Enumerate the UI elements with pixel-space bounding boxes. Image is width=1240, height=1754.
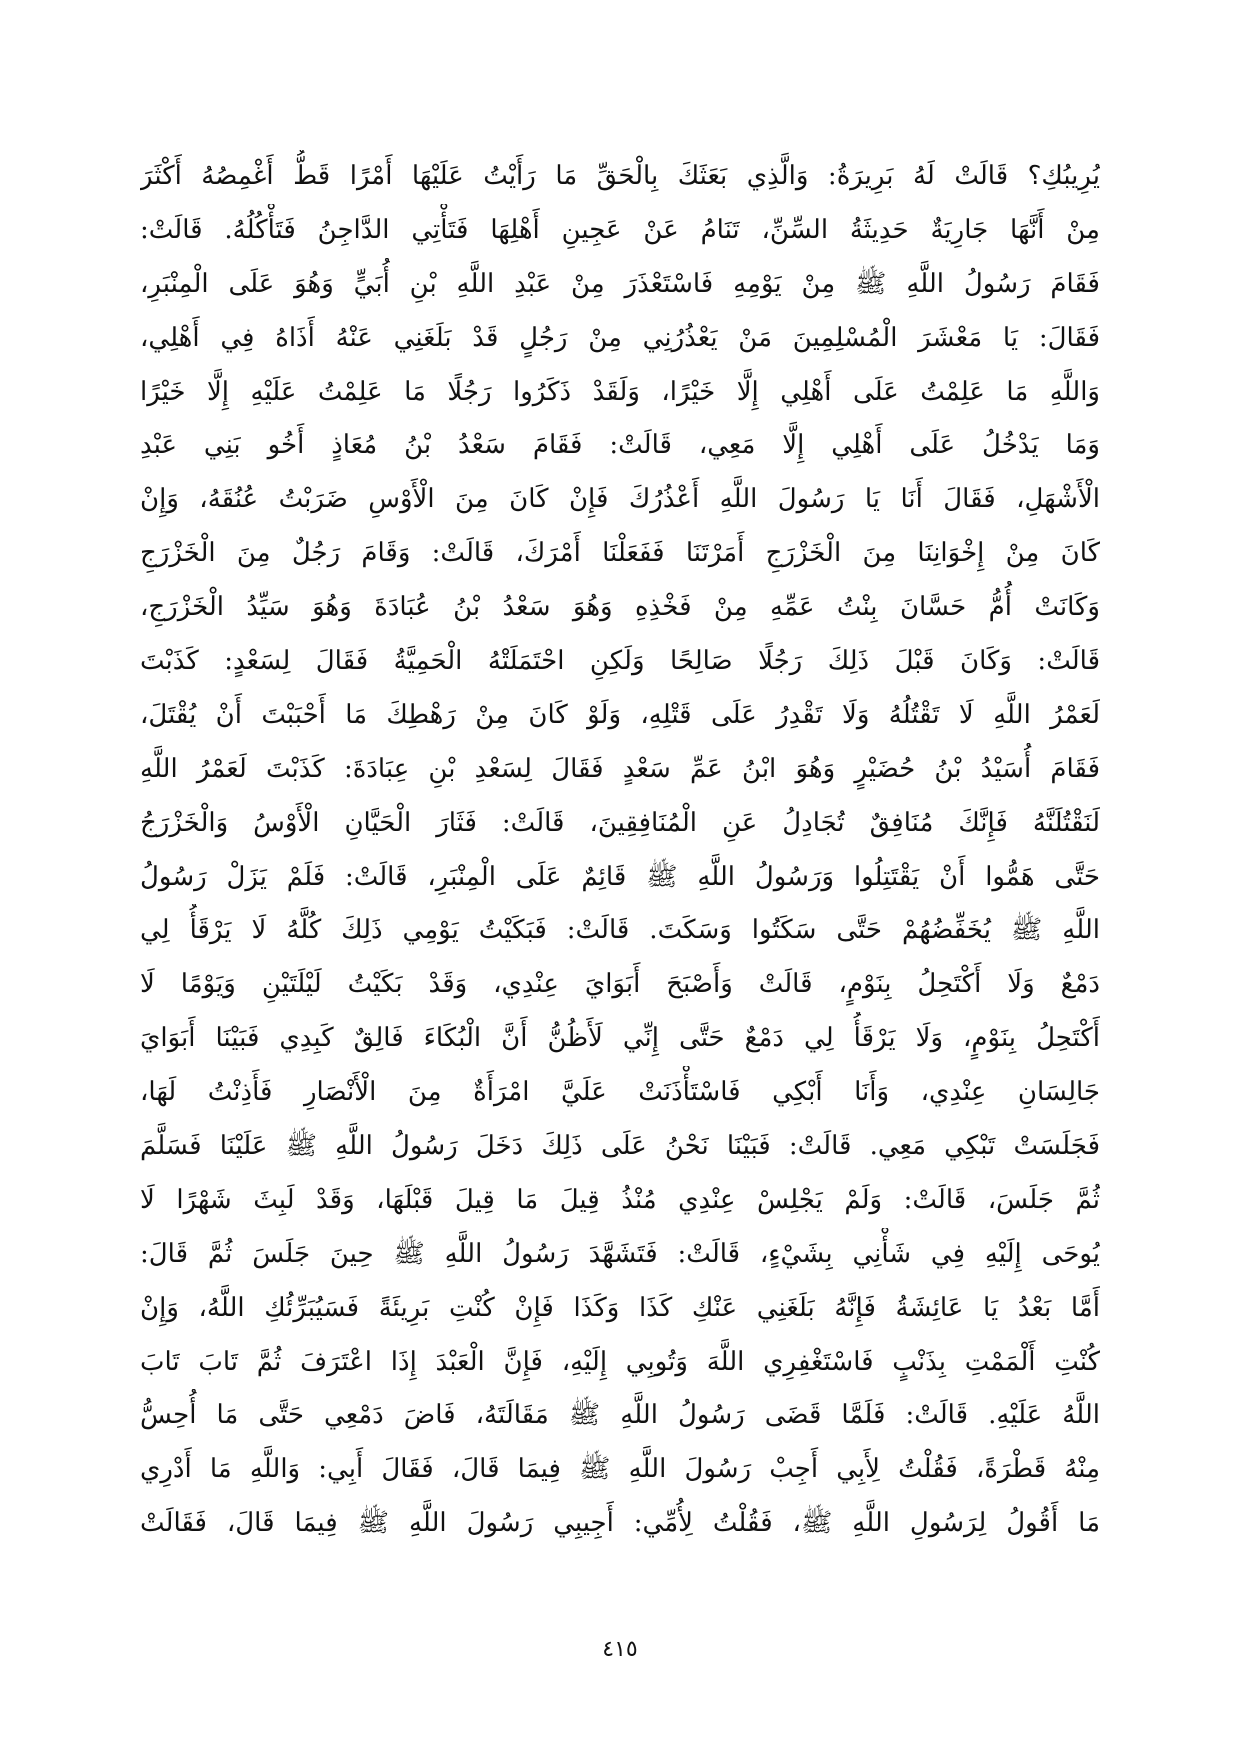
text-line: كَانَ مِنْ إِخْوَانِنَا مِنَ الْخَزْرَجِ أَمَرْتَنَا فَفَعَلْنَا أَمْرَكَ، قَالَتْ: وَقَامَ رَجُلٌ مِنَ الْخَزْرَجِ	[140, 538, 1100, 569]
text-line: اللَّهِ ﷺ يُخَفِّضُهُمْ حَتَّى سَكَتُوا وَسَكَتَ. قَالَتْ: فَبَكَيْتُ يَوْمِي ذَلِكَ كُلَّهُ لَا يَرْقَأُ لِي	[140, 915, 1100, 946]
text-line: فَجَلَسَتْ تَبْكِي مَعِي. قَالَتْ: فَبَيْنَا نَحْنُ عَلَى ذَلِكَ دَخَلَ رَسُولُ اللَّهِ ﷺ عَلَيْنَا فَسَلَّمَ	[140, 1131, 1100, 1162]
text-line: فَقَامَ رَسُولُ اللَّهِ ﷺ مِنْ يَوْمِهِ فَاسْتَعْذَرَ مِنْ عَبْدِ اللَّهِ بْنِ أُبَيٍّ وَهُوَ عَلَى الْمِنْبَرِ،	[140, 268, 1100, 299]
text-line: مِنْ أَنَّهَا جَارِيَةٌ حَدِيثَةُ السِّنِّ، تَنَامُ عَنْ عَجِينِ أَهْلِهَا فَتَأْتِي الدَّاجِنُ فَتَأْكُلُهُ. قَالَتْ:	[140, 214, 1100, 245]
text-line: جَالِسَانِ عِنْدِي، وَأَنَا أَبْكِي فَاسْتَأْذَنَتْ عَلَيَّ امْرَأَةٌ مِنَ الْأَنْصَارِ فَأَذِنْتُ لَهَا،	[140, 1077, 1100, 1108]
page-number: ٤١٥	[602, 1637, 638, 1662]
text-line: وَمَا يَدْخُلُ عَلَى أَهْلِي إِلَّا مَعِي، قَالَتْ: فَقَامَ سَعْدُ بْنُ مُعَاذٍ أَخُو بَنِي عَبْدِ	[140, 430, 1100, 461]
text-line: الْأَشْهَلِ، فَقَالَ أَنَا يَا رَسُولَ اللَّهِ أَعْذُرُكَ فَإِنْ كَانَ مِنَ الْأَوْسِ ضَرَبْتُ عُنُقَهُ، وَإِنْ	[140, 484, 1100, 515]
text-line: اللَّهُ عَلَيْهِ. قَالَتْ: فَلَمَّا قَضَى رَسُولُ اللَّهِ ﷺ مَقَالَتَهُ، فَاضَ دَمْعِي حَتَّى مَا أُحِسُّ	[140, 1400, 1100, 1431]
text-line: دَمْعٌ وَلَا أَكْتَحِلُ بِنَوْمٍ، قَالَتْ وَأَصْبَحَ أَبَوَايَ عِنْدِي، وَقَدْ بَكَيْتُ لَيْلَتَيْنِ وَيَوْمًا لَا	[140, 969, 1100, 1000]
text-line: أَمَّا بَعْدُ يَا عَائِشَةُ فَإِنَّهُ بَلَغَنِي عَنْكِ كَذَا وَكَذَا فَإِنْ كُنْتِ بَرِيئَةً فَسَيُبَرِّئُكِ اللَّهُ، وَإِنْ	[140, 1292, 1100, 1323]
text-line: وَكَانَتْ أُمُّ حَسَّانَ بِنْتُ عَمِّهِ مِنْ فَخْذِهِ وَهُوَ سَعْدُ بْنُ عُبَادَةَ وَهُوَ سَيِّدُ الْخَزْرَجِ،	[140, 592, 1100, 623]
text-line: مِنْهُ قَطْرَةً، فَقُلْتُ لِأَبِي أَجِبْ رَسُولَ اللَّهِ ﷺ فِيمَا قَالَ، فَقَالَ أَبِي: وَاللَّهِ مَا أَدْرِي	[140, 1454, 1100, 1485]
text-line: قَالَتْ: وَكَانَ قَبْلَ ذَلِكَ رَجُلًا صَالِحًا وَلَكِنِ احْتَمَلَتْهُ الْحَمِيَّةُ فَقَالَ لِسَعْدٍ: كَذَبْتَ	[140, 646, 1100, 677]
text-line: يُرِيبُكِ؟ قَالَتْ لَهُ بَرِيرَةُ: وَالَّذِي بَعَثَكَ بِالْحَقِّ مَا رَأَيْتُ عَلَيْهَا أَمْرًا قَطُّ أَغْمِصُهُ أَكْثَرَ	[140, 161, 1100, 191]
text-line: فَقَالَ: يَا مَعْشَرَ الْمُسْلِمِينَ مَنْ يَعْذُرُنِي مِنْ رَجُلٍ قَدْ بَلَغَنِي عَنْهُ أَذَاهُ فِي أَهْلِي،	[140, 322, 1100, 353]
text-line: فَقَامَ أُسَيْدُ بْنُ حُضَيْرٍ وَهُوَ ابْنُ عَمِّ سَعْدٍ فَقَالَ لِسَعْدِ بْنِ عِبَادَةَ: كَذَبْتَ لَعَمْرُ اللَّهِ	[140, 753, 1100, 784]
text-line: ثُمَّ جَلَسَ، قَالَتْ: وَلَمْ يَجْلِسْ عِنْدِي مُنْذُ قِيلَ مَا قِيلَ قَبْلَهَا، وَقَدْ لَبِثَ شَهْرًا لَا	[140, 1184, 1100, 1215]
text-line: كُنْتِ أَلْمَمْتِ بِذَنْبٍ فَاسْتَغْفِرِي اللَّهَ وَتُوبِي إِلَيْهِ، فَإِنَّ الْعَبْدَ إِذَا اعْتَرَفَ ثُمَّ تَابَ تَابَ	[140, 1346, 1100, 1377]
text-line: لَعَمْرُ اللَّهِ لَا تَقْتُلُهُ وَلَا تَقْدِرُ عَلَى قَتْلِهِ، وَلَوْ كَانَ مِنْ رَهْطِكَ مَا أَحْبَبْتَ أَنْ يُقْتَلَ،	[140, 699, 1100, 730]
text-line: لَنَقْتُلَنَّهُ فَإِنَّكَ مُنَافِقٌ تُجَادِلُ عَنِ الْمُنَافِقِينَ، قَالَتْ: فَثَارَ الْحَيَّانِ الْأَوْسُ وَالْخَزْرَجُ	[140, 807, 1100, 838]
text-line: أَكْتَحِلُ بِنَوْمٍ، وَلَا يَرْقَأُ لِي دَمْعٌ حَتَّى إِنِّي لَأَظُنُّ أَنَّ الْبُكَاءَ فَالِقٌ كَبِدِي فَبَيْنَا أَبَوَايَ	[140, 1023, 1100, 1054]
text-line: وَاللَّهِ مَا عَلِمْتُ عَلَى أَهْلِي إِلَّا خَيْرًا، وَلَقَدْ ذَكَرُوا رَجُلًا مَا عَلِمْتُ عَلَيْهِ إِلَّا خَيْرًا	[140, 376, 1100, 407]
body-text	[140, 150, 1100, 1551]
text-line: مَا أَقُولُ لِرَسُولِ اللَّهِ ﷺ، فَقُلْتُ لِأُمِّي: أَجِيبِي رَسُولَ اللَّهِ ﷺ فِيمَا قَالَ، فَقَالَتْ	[140, 1508, 1100, 1539]
text-line: يُوحَى إِلَيْهِ فِي شَأْنِي بِشَيْءٍ، قَالَتْ: فَتَشَهَّدَ رَسُولُ اللَّهِ ﷺ حِينَ جَلَسَ ثُمَّ قَالَ:	[140, 1238, 1100, 1269]
text-line: حَتَّى هَمُّوا أَنْ يَقْتَتِلُوا وَرَسُولُ اللَّهِ ﷺ قَائِمٌ عَلَى الْمِنْبَرِ، قَالَتْ: فَلَمْ يَزَلْ رَسُولُ	[140, 861, 1100, 892]
